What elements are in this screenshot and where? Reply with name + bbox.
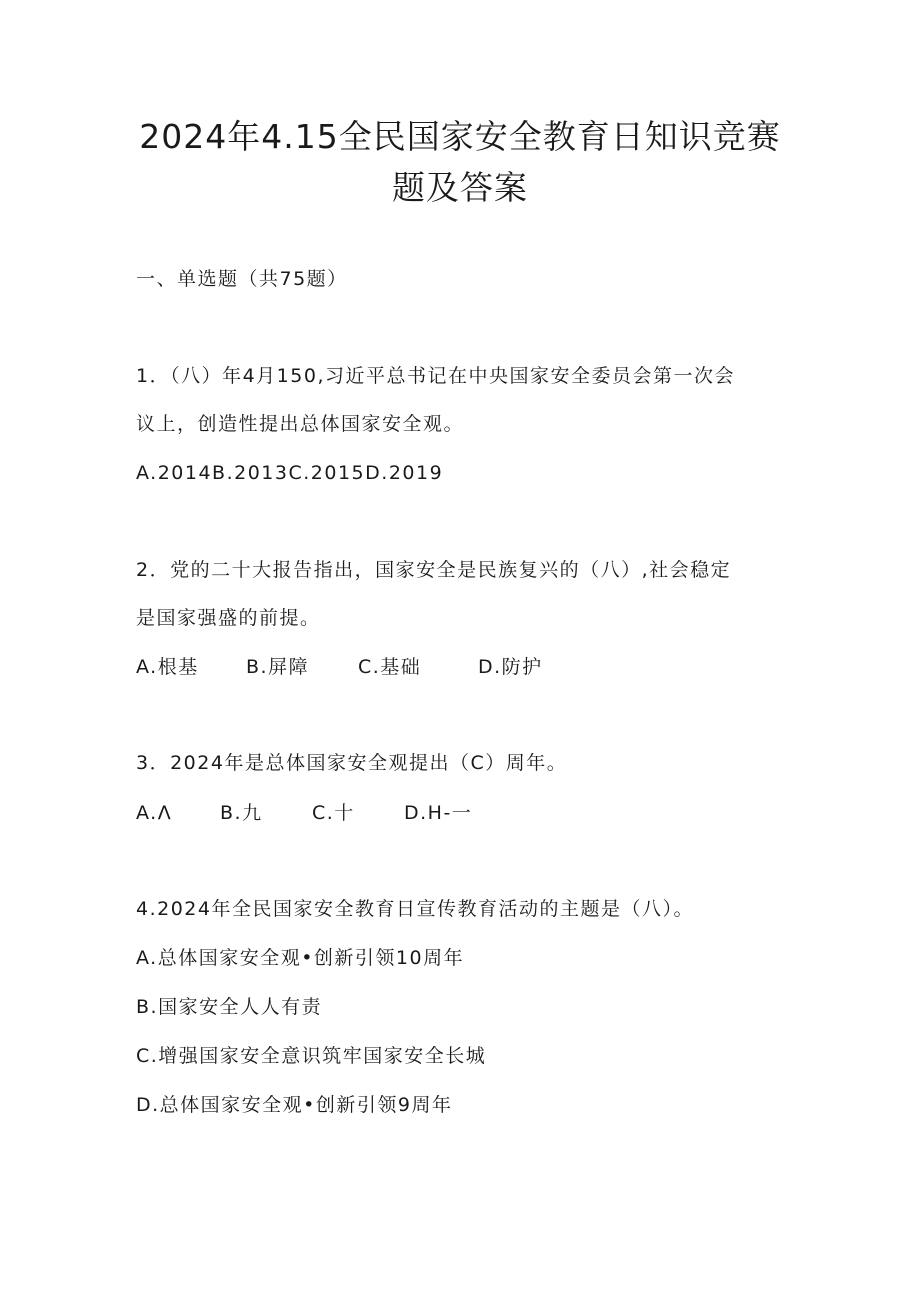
question-4-stem: 4.2024年全民国家安全教育日宣传教育活动的主题是（八）。 (136, 898, 694, 920)
question-2-stem-line-2: 是国家强盛的前提。 (136, 607, 321, 629)
option-c: C.十 (312, 802, 355, 824)
section-heading: 一、单选题（共75题） (136, 268, 348, 290)
question-4-option-d: D.总体国家安全观•创新引领9周年 (136, 1094, 453, 1116)
question-2-stem-line-1: 2．党的二十大报告指出，国家安全是民族复兴的（八）,社会稳定 (136, 559, 732, 581)
question-3-stem: 3．2024年是总体国家安全观提出（C）周年。 (136, 752, 568, 774)
option-c: C.基础 (358, 656, 422, 678)
question-1-options: A.2014B.2013C.2015D.2019 (136, 462, 444, 484)
question-4-option-c: C.增强国家安全意识筑牢国家安全长城 (136, 1045, 487, 1067)
question-3-options (136, 800, 472, 826)
option-a: A.根基 (136, 656, 199, 678)
option-b: B.九 (220, 802, 263, 824)
question-1-stem-line-1: 1．（八）年4月150,习近平总书记在中央国家安全委员会第一次会 (136, 365, 735, 387)
option-a: A.Λ (136, 802, 173, 824)
question-2-options (136, 654, 543, 680)
option-d: D.H-一 (404, 802, 473, 824)
question-4-option-b: B.国家安全人人有责 (136, 996, 323, 1018)
option-d: D.防护 (478, 656, 543, 678)
question-1-stem-line-2: 议上，创造性提出总体国家安全观。 (136, 413, 465, 435)
question-4-option-a: A.总体国家安全观•创新引领10周年 (136, 947, 465, 969)
option-b: B.屏障 (246, 656, 310, 678)
document-title-line-2: 题及答案 (392, 168, 528, 207)
document-title-line-1: 2024年4.15全民国家安全教育日知识竞赛 (139, 117, 781, 156)
